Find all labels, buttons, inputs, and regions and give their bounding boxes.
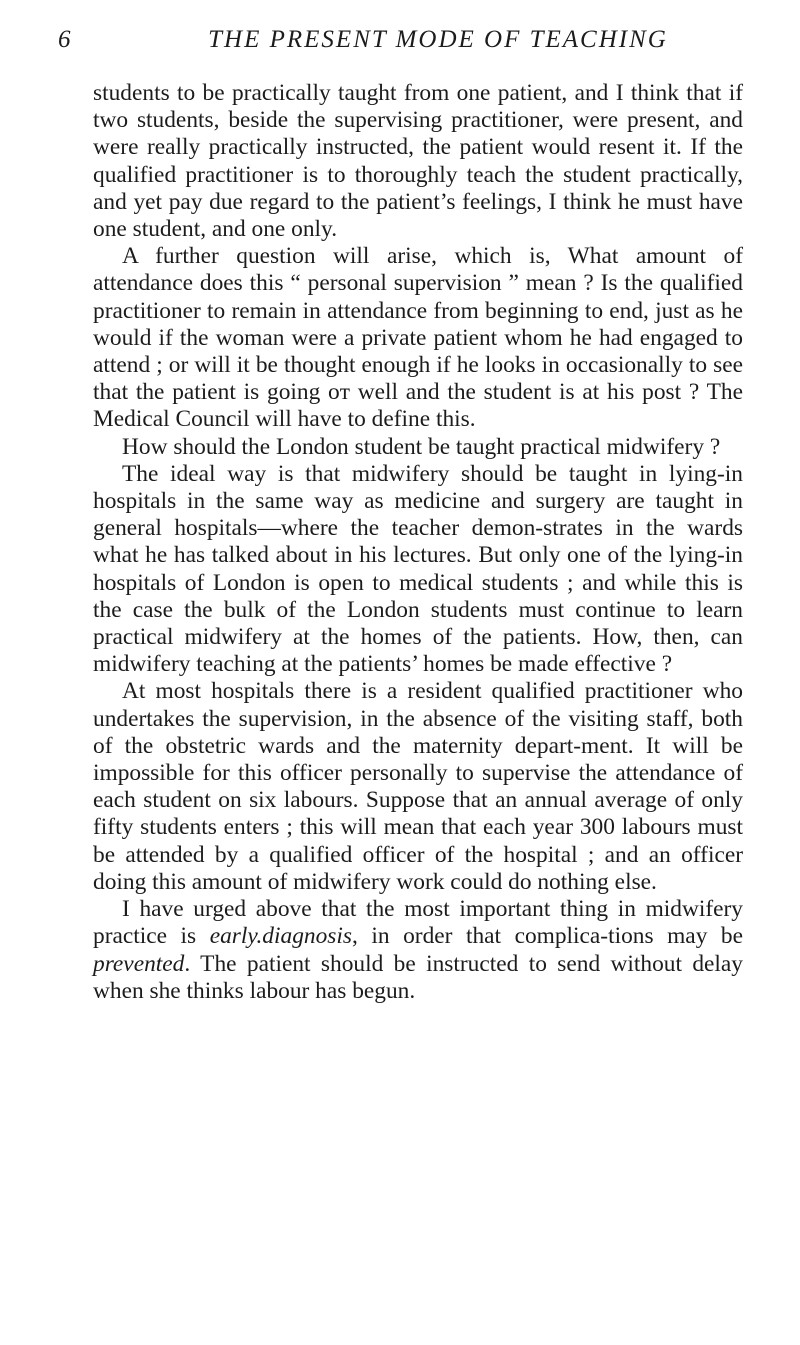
- paragraph-6-text-c: . The patient should be instructed to send without delay when she thinks labour has begun.: [93, 950, 743, 1004]
- italic-early-diagnosis: early.diagnosis: [209, 923, 352, 950]
- paragraph-5-text: At most hospitals there is a resident qualified practitioner who undertakes the supervision, in the absence of the visiting staff, both of the obstetric wards and the maternity depart-ment. It will be impossible for this officer personally to supervise the attendance of each student on six labours. Suppose that an annual average of only fifty students enters ; this will mean that each year 300 labours must be attended by a qualified officer of the hospital ; and an officer doing this amount of midwifery work could do nothing else.: [93, 678, 743, 895]
- paragraph-1: [93, 80, 743, 243]
- paragraph-6: [93, 896, 743, 1005]
- page-number: 6: [58, 26, 71, 53]
- running-title: THE PRESENT MODE OF TEACHING: [208, 26, 668, 53]
- paragraph-5: [93, 678, 743, 896]
- paragraph-6-text-b: , in order that complica-tions may be: [351, 923, 743, 950]
- paragraph-6-text-a: I have urged above that the most important thing in midwifery practice is: [93, 896, 743, 950]
- body-text: [93, 80, 743, 1005]
- paragraph-2: [93, 243, 743, 433]
- paragraph-3-text: How should the London student be taught practical midwifery ?: [122, 433, 721, 460]
- paragraph-2-text: A further question will arise, which is, What amount of attendance does this “ personal supervision ” mean ? Is the qualified practitioner to remain in attendance from beginning to end, just as he would if the woman were a private patient whom he had engaged to attend ; or will it be thought enough if he looks in occasionally to see that the patient is going oᴛ well and the student is at his post ? The Medical Council will have to define this.: [93, 243, 743, 433]
- italic-prevented: prevented: [93, 950, 185, 977]
- paragraph-1-text: students to be practically taught from one patient, and I think that if two students, beside the supervising practitioner, were present, and were really practically instructed, the patient would resent it. If the qualified practitioner is to thoroughly teach the student practically, and yet pay due regard to the patient’s feelings, I think he must have one student, and one only.: [93, 80, 743, 243]
- paragraph-4-text: The ideal way is that midwifery should be taught in lying-in hospitals in the same way as medicine and surgery are taught in general hospitals—where the teacher demon-strates in the wards what he has talked about in his lectures. But only one of the lying-in hospitals of London is open to medical students ; and while this is the case the bulk of the London students must continue to learn practical midwifery at the homes of the patients. How, then, can midwifery teaching at the patients’ homes be made effective ?: [93, 460, 743, 678]
- paragraph-4: [93, 461, 743, 679]
- running-head: [58, 20, 758, 60]
- paragraph-3: [93, 434, 743, 461]
